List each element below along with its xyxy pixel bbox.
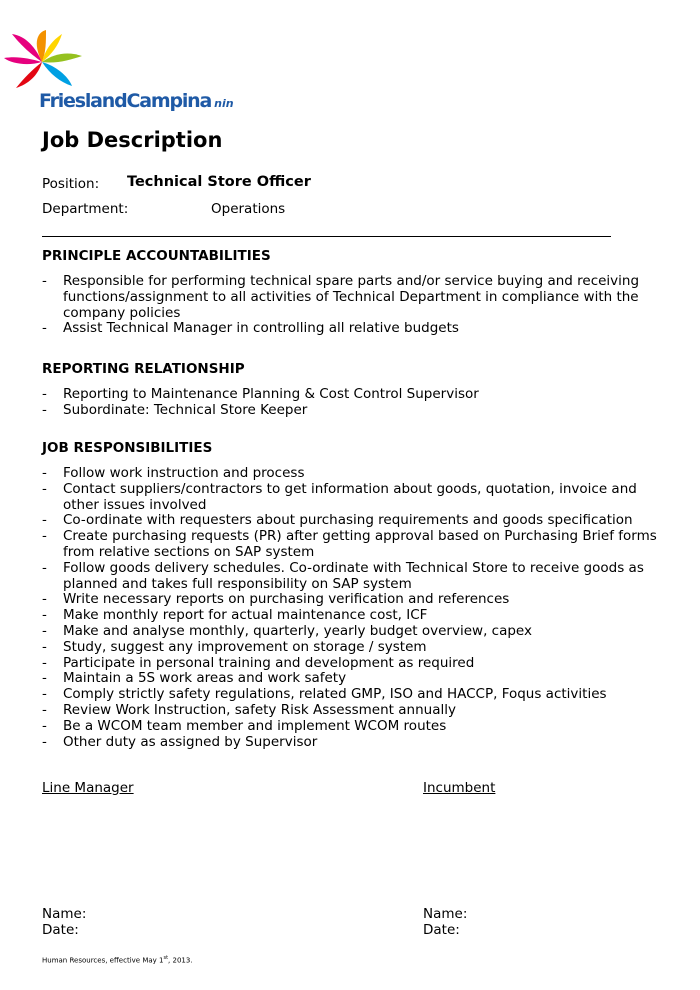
bullet-dash: - [42, 701, 47, 718]
bullet-dash: - [42, 528, 47, 545]
list-item-text: Participate in personal training and development as required [63, 654, 475, 671]
list-item-text: Other duty as assigned by Supervisor [63, 733, 318, 750]
section-heading: PRINCIPLE ACCOUNTABILITIES [42, 248, 271, 264]
bullet-dash: - [42, 733, 47, 750]
bullet-dash: - [42, 386, 47, 402]
list-item-text: Co-ordinate with requesters about purchasing requirements and goods specification [63, 512, 633, 529]
list-item-text: Follow work instruction and process [63, 465, 305, 481]
position-value: Technical Store Officer [127, 174, 311, 190]
list-item-text: Study, suggest any improvement on storage / system [63, 638, 427, 655]
list-item-text: Subordinate: Technical Store Keeper [63, 401, 308, 418]
bullet-dash: - [42, 273, 47, 289]
brand-wordmark [39, 90, 234, 112]
list-item [42, 321, 672, 337]
bullet-dash: - [42, 320, 47, 337]
list-item [42, 719, 672, 735]
list-item [42, 387, 672, 403]
list-item-text: Reporting to Maintenance Planning & Cost Control Supervisor [63, 386, 479, 402]
list-item [42, 403, 672, 419]
list-item [42, 640, 672, 656]
bullet-dash: - [42, 401, 47, 418]
star-arm-cyan [42, 62, 72, 86]
list-item [42, 656, 672, 672]
section-heading: JOB RESPONSIBILITIES [42, 440, 213, 456]
list-item-text: Follow goods delivery schedules. Co-ordinate with Technical Store to receive goods as planned and takes full responsibility on SAP system [63, 559, 644, 592]
bullet-dash: - [42, 638, 47, 655]
list-item [42, 561, 672, 593]
line-manager-title: Line Manager [42, 780, 134, 796]
bullet-dash: - [42, 686, 47, 703]
footer-suffix: , 2013. [168, 956, 193, 965]
bullet-dash: - [42, 465, 47, 481]
incumbent-name-label: Name: [423, 906, 468, 922]
list-item-text: Create purchasing requests (PR) after getting approval based on Purchasing Brief forms from relative sections on SAP system [63, 528, 657, 560]
star-arm-pink [4, 57, 42, 64]
department-label: Department: [42, 201, 129, 217]
footer-note [42, 955, 193, 964]
list-item [42, 513, 672, 529]
line-manager-date-label: Date: [42, 922, 79, 938]
list-item-text: Be a WCOM team member and implement WCOM routes [63, 717, 447, 734]
position-row [42, 174, 311, 192]
bullet-dash: - [42, 591, 47, 608]
footer-prefix: Human Resources, effective May 1 [42, 956, 164, 965]
section-job-responsibilities [42, 440, 672, 750]
list-item-text: Responsible for performing technical spare parts and/or service buying and receiving functions/assignment to all activities of Technical Department in compliance with the company policies [63, 273, 640, 321]
department-row [42, 201, 286, 217]
list-item-text: Review Work Instruction, safety Risk Assessment annually [63, 701, 456, 718]
section-heading: REPORTING RELATIONSHIP [42, 361, 245, 377]
position-label: Position: [42, 176, 100, 192]
list-item [42, 466, 672, 482]
list-item [42, 703, 672, 719]
list-item [42, 592, 672, 608]
list-item [42, 608, 672, 624]
star-arm-red [16, 62, 42, 88]
section-list [42, 274, 672, 337]
bullet-dash: - [42, 654, 47, 671]
list-item-text: Make monthly report for actual maintenance cost, ICF [63, 607, 428, 624]
bullet-dash: - [42, 480, 47, 497]
list-item-text: Maintain a 5S work areas and work safety [63, 670, 347, 687]
section-list [42, 466, 672, 750]
department-value: Operations [211, 201, 286, 217]
list-item [42, 274, 672, 321]
list-item [42, 482, 672, 514]
list-item-text: Write necessary reports on purchasing verification and references [63, 591, 510, 608]
list-item [42, 735, 672, 751]
list-item-text: Contact suppliers/contractors to get information about goods, quotation, invoice and other issues involved [63, 480, 637, 513]
brand-mark: nin [214, 97, 234, 110]
bullet-dash: - [42, 622, 47, 639]
footer-sup: st [163, 955, 169, 961]
line-manager-name-label: Name: [42, 906, 87, 922]
bullet-dash: - [42, 512, 47, 529]
bullet-dash: - [42, 559, 47, 576]
list-item [42, 687, 672, 703]
list-item-text: Comply strictly safety regulations, related GMP, ISO and HACCP, Foqus activities [63, 686, 607, 703]
section-list [42, 387, 672, 419]
list-item [42, 624, 672, 640]
incumbent-date-label: Date: [423, 922, 460, 938]
section-reporting-relationship [42, 361, 672, 419]
list-item [42, 671, 672, 687]
document-title: Job Description [42, 128, 223, 152]
list-item-text: Assist Technical Manager in controlling all relative budgets [63, 320, 459, 337]
bullet-dash: - [42, 717, 47, 734]
brand-name: FrieslandCampina [39, 90, 212, 112]
list-item [42, 529, 672, 561]
bullet-dash: - [42, 607, 47, 624]
section-principle-accountabilities [42, 248, 672, 337]
bullet-dash: - [42, 670, 47, 687]
incumbent-title: Incumbent [423, 780, 496, 796]
header-divider [42, 236, 611, 237]
list-item-text: Make and analyse monthly, quarterly, yearly budget overview, capex [63, 622, 532, 639]
